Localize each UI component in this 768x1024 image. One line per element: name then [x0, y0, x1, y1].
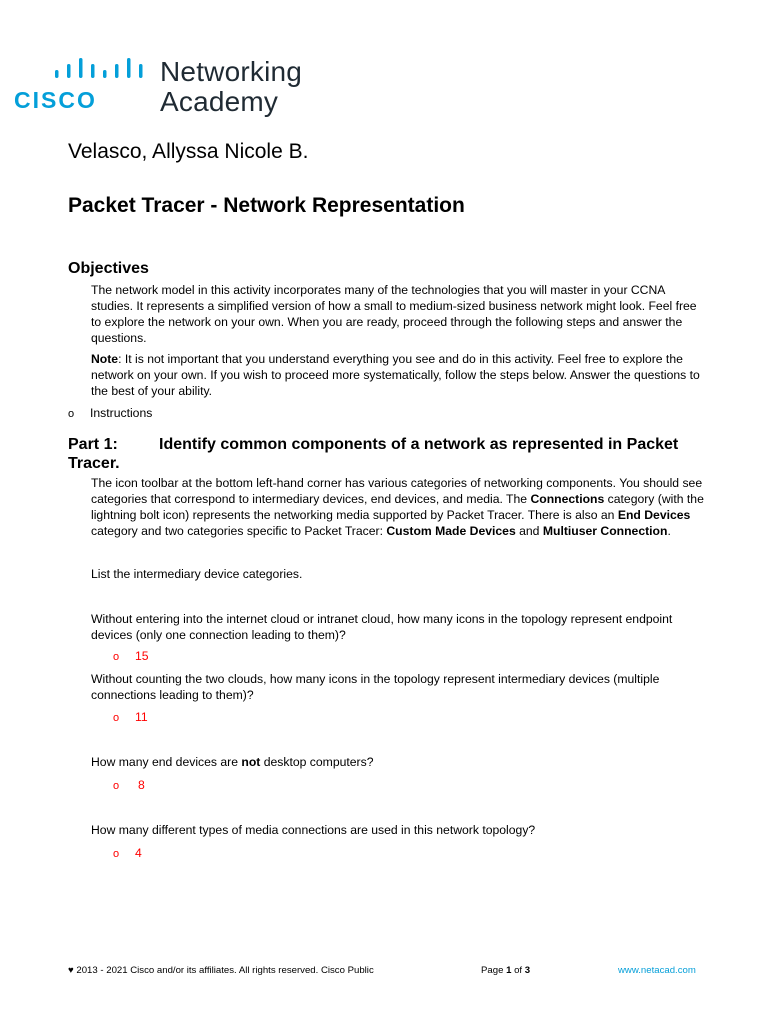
- footer-page-number: [481, 965, 530, 976]
- bullet-marker: o: [113, 848, 120, 860]
- answer-value: 11: [135, 710, 148, 724]
- connections-bold: Connections: [530, 492, 605, 506]
- answer-value: 15: [135, 649, 149, 663]
- instructions-text: Instructions: [90, 406, 153, 420]
- instructions-bullet: [68, 405, 152, 422]
- question-endpoint-devices: Without entering into the internet cloud or intranet cloud, how many icons in the topology represent endpoint devices (only one connection leading to them)?: [91, 612, 673, 642]
- logo-networking-text: Networking: [160, 56, 303, 87]
- part1-heading: [68, 435, 708, 473]
- page-current: 1: [506, 965, 512, 976]
- question-intermediary-devices: Without counting the two clouds, how many icons in the topology represent intermediary devices (multiple connections leading to them)?: [91, 672, 660, 702]
- text-run: category and two categories specific to Packet Tracer:: [91, 524, 387, 538]
- text-run: desktop computers?: [260, 755, 374, 769]
- answer-endpoint-devices: [113, 648, 149, 665]
- text-run: How many end devices are: [91, 755, 242, 769]
- bullet-marker: o: [113, 780, 120, 792]
- logo-academy-text: Academy: [160, 86, 279, 117]
- answer-value: 8: [138, 778, 145, 792]
- text-run: and: [515, 524, 543, 538]
- answer-value: 4: [135, 846, 142, 860]
- bullet-marker: o: [68, 408, 75, 420]
- question-media-types: How many different types of media connections are used in this network topology?: [91, 823, 536, 837]
- text-run: .: [667, 524, 671, 538]
- question-non-desktop-devices: [91, 754, 706, 770]
- objectives-heading: Objectives: [68, 260, 149, 277]
- not-bold: not: [241, 755, 261, 769]
- logo-cisco-wordmark: CISCO: [14, 87, 97, 113]
- note-label: Note: [91, 352, 119, 366]
- list-prompt: List the intermediary device categories.: [91, 567, 303, 581]
- answer-non-desktop-devices: [113, 777, 145, 794]
- document-title: Packet Tracer - Network Representation: [68, 194, 465, 217]
- answer-media-types: [113, 845, 142, 862]
- part1-title: Identify common components of a network as represented in Packet Tracer.: [68, 436, 679, 472]
- bullet-marker: o: [113, 651, 120, 663]
- note-text: : It is not important that you understand everything you see and do in this activity. Feel free to explore the network on your own. If you wish to proceed more systematically, follow the steps below. Answer the questions to the best of your ability.: [91, 352, 700, 398]
- multiuser-connection-bold: Multiuser Connection: [542, 524, 668, 538]
- toolbar-paragraph: [91, 475, 706, 539]
- page-total: 3: [524, 965, 531, 976]
- text-run: Page: [481, 965, 507, 976]
- footer-copyright: ♥ 2013 - 2021 Cisco and/or its affiliates. All rights reserved. Cisco Public: [68, 965, 374, 976]
- part1-number: Part 1:: [68, 436, 118, 453]
- answer-intermediary-devices: [113, 709, 148, 726]
- text-run: The icon toolbar at the bottom left-hand corner has various categories of networking components. You should see categories that correspond to intermediary devices, end devices, and media. The: [91, 476, 703, 506]
- author-name: Velasco, Allyssa Nicole B.: [68, 140, 309, 163]
- objectives-paragraph: The network model in this activity incorporates many of the technologies that you will master in your CCNA studies. It represents a simplified version of how a small to medium-sized business network might look. Feel free to explore the network on your own. When you are ready, proceed through the following steps and answer the questions.: [91, 283, 697, 345]
- note-paragraph: [91, 351, 701, 399]
- custom-made-devices-bold: Custom Made Devices: [386, 524, 516, 538]
- end-devices-bold: End Devices: [617, 508, 691, 522]
- bullet-marker: o: [113, 712, 120, 724]
- text-run: of: [511, 965, 525, 976]
- text-run: category (with the lightning bolt icon) represents the networking media supported by Packet Tracer. There is also an: [91, 492, 704, 522]
- footer-url-link[interactable]: www.netacad.com: [618, 965, 696, 976]
- cisco-bars-icon: [52, 56, 152, 86]
